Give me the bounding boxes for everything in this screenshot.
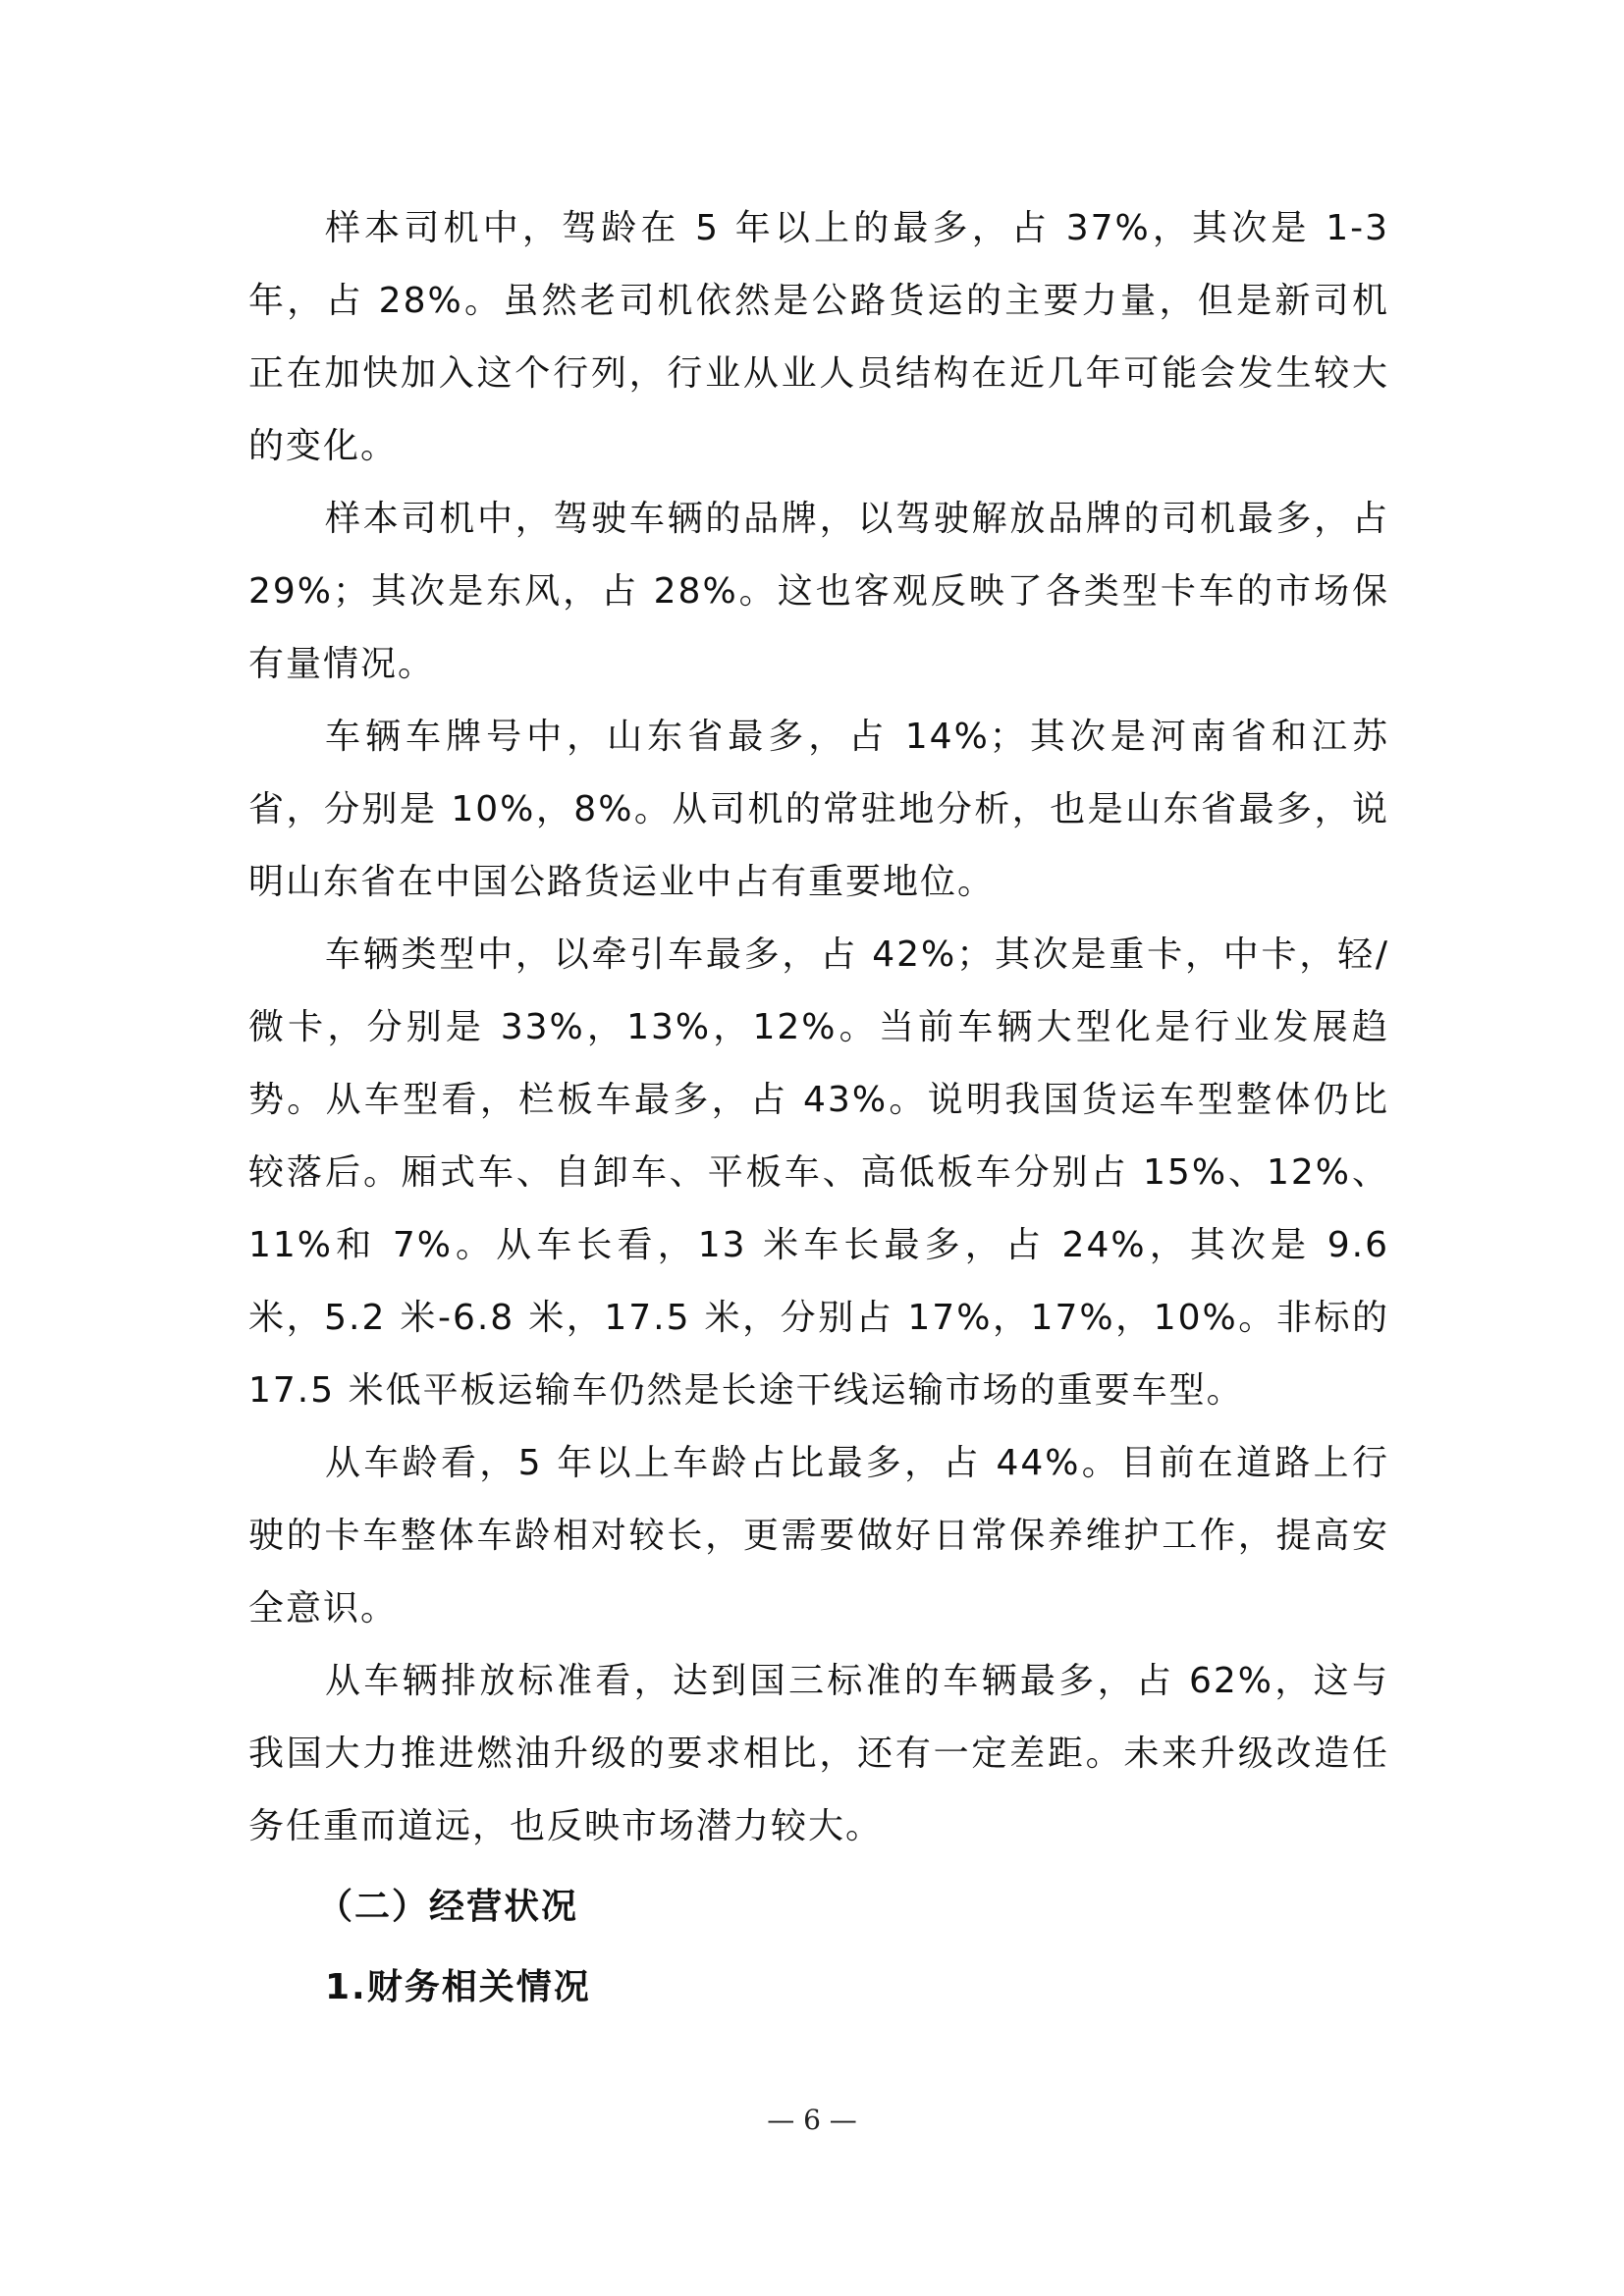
paragraph-vehicle-age: 从车龄看，5 年以上车龄占比最多，占 44%。目前在道路上行驶的卡车整体车龄相对较长，更需要做好日常保养维护工作，提高安全意识。: [248, 1443, 1389, 1629]
subsection-heading: 1.财务相关情况: [325, 1967, 591, 2007]
paragraph-license-plate: 车辆车牌号中，山东省最多，占 14%；其次是河南省和江苏省，分别是 10%，8%。从司机的常驻地分析，也是山东省最多，说明山东省在中国公路货运业中占有重要地位。: [248, 717, 1389, 902]
paragraph-vehicle-type: 车辆类型中，以牵引车最多，占 42%；其次是重卡，中卡，轻/微卡，分别是 33%，13%，12%。当前车辆大型化是行业发展趋势。从车型看，栏板车最多，占 43%。说明我国货运车型整体仍比较落后。厢式车、自卸车、平板车、高低板车分别占 15%、12%、11%和 7%。从车长看，13 米车长最多，占 24%，其次是 9.6 米，5.2 米-6.8 米，17.5 米，分别占 17%，17%，10%。非标的 17.5 米低平板运输车仍然是长途干线运输市场的重要车型。: [248, 934, 1389, 1411]
section-heading: （二）经营状况: [317, 1887, 579, 1927]
page-number: — 6 —: [767, 2104, 857, 2136]
body-text: [248, 192, 1389, 2024]
paragraph-emission-standard: 从车辆排放标准看，达到国三标准的车辆最多，占 62%，这与我国大力推进燃油升级的要求相比，还有一定差距。未来升级改造任务任重而道远，也反映市场潜力较大。: [248, 1661, 1389, 1846]
paragraph-driving-experience: 样本司机中，驾龄在 5 年以上的最多，占 37%，其次是 1-3 年，占 28%。虽然老司机依然是公路货运的主要力量，但是新司机正在加快加入这个行列，行业从业人员结构在近几年可能会发生较大的变化。: [248, 208, 1389, 466]
paragraph-vehicle-brand: 样本司机中，驾驶车辆的品牌，以驾驶解放品牌的司机最多，占 29%；其次是东风，占 28%。这也客观反映了各类型卡车的市场保有量情况。: [248, 499, 1389, 684]
